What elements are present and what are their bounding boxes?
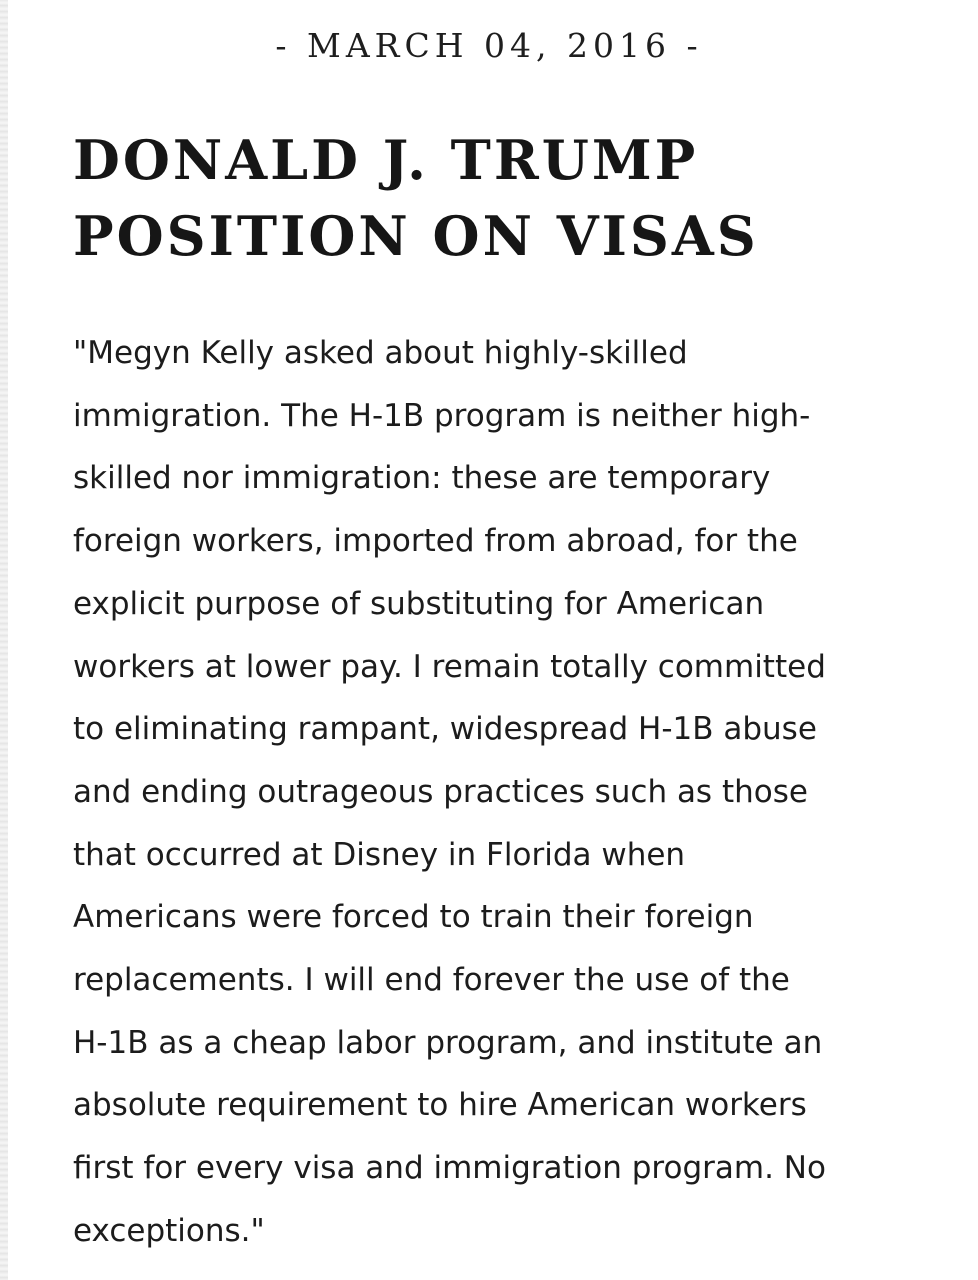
body-line: workers at lower pay. I remain totally committed bbox=[73, 648, 826, 685]
body-line: exceptions." bbox=[73, 1212, 265, 1249]
body-line: "Megyn Kelly asked about highly-skilled bbox=[73, 335, 688, 371]
article-date: - MARCH 04, 2016 - bbox=[275, 26, 703, 65]
body-line: replacements. I will end forever the use of the bbox=[73, 962, 790, 999]
body-line: H-1B as a cheap labor program, and institute an bbox=[73, 1024, 823, 1061]
body-line: to eliminating rampant, widespread H-1B abuse bbox=[73, 711, 817, 748]
body-line: first for every visa and immigration program. No bbox=[73, 1150, 826, 1187]
article-title bbox=[73, 122, 933, 274]
body-line: skilled nor immigration: these are temporary bbox=[73, 460, 771, 497]
page-edge bbox=[0, 0, 8, 1280]
body-line: absolute requirement to hire American workers bbox=[73, 1087, 807, 1124]
title-line: POSITION ON VISAS bbox=[73, 204, 759, 268]
body-line: and ending outrageous practices such as those bbox=[73, 773, 808, 810]
body-line: that occurred at Disney in Florida when bbox=[73, 836, 686, 873]
article-body bbox=[73, 322, 953, 1263]
body-line: foreign workers, imported from abroad, for the bbox=[73, 523, 798, 560]
body-line: explicit purpose of substituting for American bbox=[73, 585, 765, 622]
title-line: DONALD J. TRUMP bbox=[73, 128, 699, 192]
body-line: Americans were forced to train their foreign bbox=[73, 899, 754, 936]
body-line: immigration. The H-1B program is neither high- bbox=[73, 397, 811, 434]
